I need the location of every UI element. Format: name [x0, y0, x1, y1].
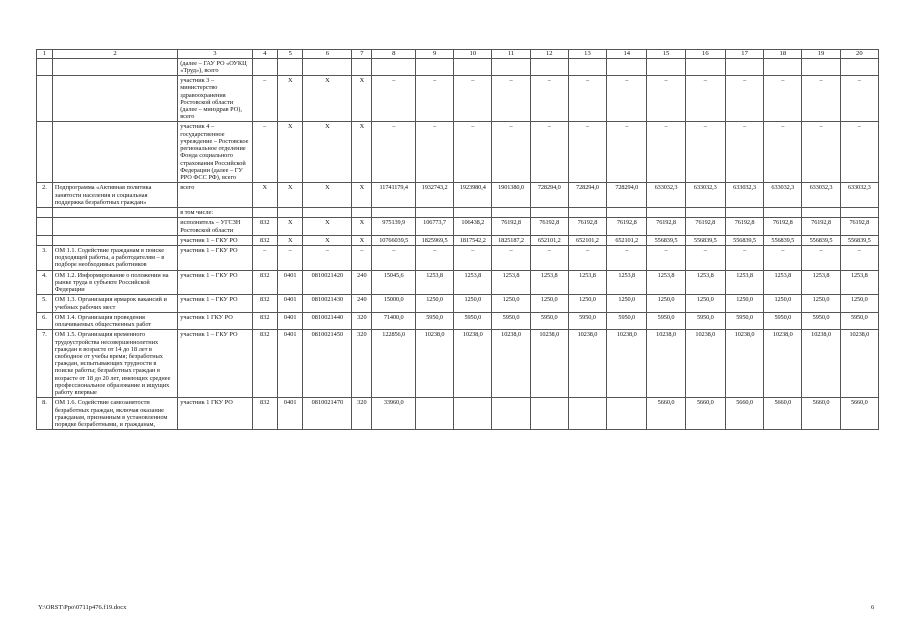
value-cell	[415, 58, 453, 75]
value-cell: 5660,0	[725, 398, 763, 430]
value-cell: –	[454, 122, 492, 183]
value-cell: 10238,0	[764, 330, 802, 398]
value-cell: 0401	[277, 330, 302, 398]
value-cell: 1932743,2	[415, 183, 453, 208]
row-number-cell	[37, 218, 53, 235]
value-cell: 5950,0	[685, 312, 725, 329]
row-number-cell: 4.	[37, 270, 53, 295]
value-cell: 0810021450	[303, 330, 352, 398]
value-cell: 5950,0	[568, 312, 606, 329]
value-cell	[303, 58, 352, 75]
value-cell: 10238,0	[725, 330, 763, 398]
value-cell: 832	[252, 295, 277, 312]
value-cell: 1250,0	[764, 295, 802, 312]
value-cell: 1253,8	[840, 270, 878, 295]
value-cell: 10766039,5	[372, 235, 416, 245]
program-name-cell	[52, 218, 177, 235]
value-cell: 633032,3	[802, 183, 840, 208]
value-cell: 0810021440	[303, 312, 352, 329]
row-number-cell: 2.	[37, 183, 53, 208]
value-cell: 5950,0	[764, 312, 802, 329]
table-row	[37, 270, 879, 295]
value-cell: 320	[352, 312, 372, 329]
column-number-cell: 10	[454, 50, 492, 59]
value-cell: –	[685, 76, 725, 122]
value-cell	[352, 58, 372, 75]
value-cell	[840, 58, 878, 75]
value-cell	[252, 58, 277, 75]
table-row	[37, 208, 879, 218]
value-cell: X	[303, 235, 352, 245]
executor-cell: участник 1 ГКУ РО	[178, 312, 252, 329]
value-cell: 556839,5	[764, 235, 802, 245]
value-cell: 106438,2	[454, 218, 492, 235]
value-cell: 5950,0	[454, 312, 492, 329]
value-cell: X	[352, 122, 372, 183]
value-cell: –	[840, 245, 878, 270]
value-cell: 1253,8	[802, 270, 840, 295]
value-cell	[725, 58, 763, 75]
value-cell: –	[252, 245, 277, 270]
value-cell	[530, 208, 568, 218]
value-cell: –	[415, 245, 453, 270]
value-cell: 556839,5	[647, 235, 685, 245]
value-cell	[607, 208, 647, 218]
value-cell	[372, 58, 416, 75]
value-cell: 633032,3	[764, 183, 802, 208]
executor-cell: участник 1 – ГКУ РО	[178, 245, 252, 270]
value-cell: 11741179,4	[372, 183, 416, 208]
value-cell: X	[303, 122, 352, 183]
program-name-cell	[52, 76, 177, 122]
value-cell	[802, 58, 840, 75]
program-name-cell: Подпрограмма «Активная политика занятости населения и социальная поддержка безработных граждан»	[52, 183, 177, 208]
value-cell: –	[802, 245, 840, 270]
value-cell: –	[415, 76, 453, 122]
executor-cell: исполнитель – УГСЗН Ростовской области	[178, 218, 252, 235]
value-cell: 975139,9	[372, 218, 416, 235]
table-row	[37, 312, 879, 329]
value-cell: 1250,0	[415, 295, 453, 312]
column-number-cell: 6	[303, 50, 352, 59]
value-cell: –	[415, 122, 453, 183]
program-name-cell	[52, 122, 177, 183]
value-cell	[725, 208, 763, 218]
value-cell: 240	[352, 295, 372, 312]
value-cell: X	[277, 235, 302, 245]
value-cell: –	[530, 122, 568, 183]
value-cell: –	[764, 122, 802, 183]
value-cell: 71400,0	[372, 312, 416, 329]
program-name-cell: ОМ 1.5. Организация временного трудоустройства несовершеннолетних граждан в возрасте от 14 до 18 лет в свободное от учебы время; безработных граждан, испытывающих трудности в поиске работы; безработных граждан в возрасте от 18 до 20 лет, имеющих среднее профессиональное образование и ищущих работу впервые	[52, 330, 177, 398]
value-cell: –	[352, 245, 372, 270]
value-cell: X	[303, 183, 352, 208]
value-cell: 1253,8	[415, 270, 453, 295]
program-name-cell: ОМ 1.6. Содействие самозанятости безработных граждан, включая оказание гражданам, признанным в установленном порядке безработными, и гражданам,	[52, 398, 177, 430]
row-number-cell	[37, 235, 53, 245]
value-cell	[415, 208, 453, 218]
executor-cell: участник 4 – государственное учреждение – Ростовское региональное отделение Фонда социального страхования Российской Федерации (далее – ГУ РРО ФСС РФ), всего	[178, 122, 252, 183]
row-number-cell	[37, 76, 53, 122]
value-cell: 76192,8	[802, 218, 840, 235]
value-cell	[252, 208, 277, 218]
value-cell: 1253,8	[685, 270, 725, 295]
value-cell: 5660,0	[802, 398, 840, 430]
value-cell	[607, 398, 647, 430]
value-cell: 5950,0	[802, 312, 840, 329]
value-cell: –	[607, 122, 647, 183]
value-cell	[764, 208, 802, 218]
value-cell: 1250,0	[802, 295, 840, 312]
value-cell: X	[352, 183, 372, 208]
value-cell: X	[277, 183, 302, 208]
value-cell: 10238,0	[492, 330, 530, 398]
value-cell: –	[607, 245, 647, 270]
value-cell: 0810021420	[303, 270, 352, 295]
value-cell: 15045,6	[372, 270, 416, 295]
value-cell	[647, 58, 685, 75]
value-cell: 556839,5	[840, 235, 878, 245]
value-cell	[372, 208, 416, 218]
value-cell: 76192,8	[530, 218, 568, 235]
executor-cell: участник 1 – ГКУ РО	[178, 235, 252, 245]
value-cell: –	[454, 245, 492, 270]
table-row	[37, 218, 879, 235]
value-cell: 5950,0	[415, 312, 453, 329]
value-cell: 10238,0	[647, 330, 685, 398]
value-cell: –	[647, 76, 685, 122]
value-cell: 633032,3	[647, 183, 685, 208]
value-cell	[454, 208, 492, 218]
value-cell	[530, 398, 568, 430]
value-cell	[568, 208, 606, 218]
column-number-cell: 8	[372, 50, 416, 59]
footer-page-number: 6	[871, 604, 875, 611]
value-cell: 5950,0	[492, 312, 530, 329]
value-cell: 76192,8	[568, 218, 606, 235]
value-cell: 10238,0	[568, 330, 606, 398]
value-cell: 10238,0	[607, 330, 647, 398]
column-number-cell: 1	[37, 50, 53, 59]
value-cell: 240	[352, 270, 372, 295]
row-number-cell	[37, 122, 53, 183]
value-cell: X	[303, 76, 352, 122]
column-number-cell: 9	[415, 50, 453, 59]
row-number-cell: 8.	[37, 398, 53, 430]
value-cell: 76192,8	[725, 218, 763, 235]
value-cell	[492, 208, 530, 218]
table-row	[37, 183, 879, 208]
value-cell: 0401	[277, 295, 302, 312]
column-number-cell: 3	[178, 50, 252, 59]
value-cell: 10238,0	[685, 330, 725, 398]
value-cell: 1253,8	[647, 270, 685, 295]
value-cell: –	[492, 76, 530, 122]
value-cell: 106773,7	[415, 218, 453, 235]
value-cell: X	[277, 122, 302, 183]
program-name-cell	[52, 235, 177, 245]
executor-cell: участник 1 – ГКУ РО	[178, 295, 252, 312]
value-cell: X	[277, 218, 302, 235]
column-number-cell: 19	[802, 50, 840, 59]
column-number-cell: 14	[607, 50, 647, 59]
value-cell	[568, 58, 606, 75]
program-name-cell: ОМ 1.4. Организация проведения оплачиваемых общественных работ	[52, 312, 177, 329]
value-cell	[415, 398, 453, 430]
value-cell	[685, 208, 725, 218]
value-cell	[685, 58, 725, 75]
column-number-cell: 7	[352, 50, 372, 59]
value-cell: 33960,0	[372, 398, 416, 430]
value-cell	[454, 58, 492, 75]
value-cell: 1901380,0	[492, 183, 530, 208]
executor-cell: участник 1 – ГКУ РО	[178, 270, 252, 295]
value-cell: –	[252, 122, 277, 183]
value-cell: 832	[252, 398, 277, 430]
value-cell: 0401	[277, 270, 302, 295]
value-cell: 76192,8	[647, 218, 685, 235]
value-cell: 633032,3	[725, 183, 763, 208]
table-row	[37, 295, 879, 312]
value-cell: –	[647, 245, 685, 270]
value-cell	[802, 208, 840, 218]
executor-cell: участник 1 – ГКУ РО	[178, 330, 252, 398]
executor-cell: всего	[178, 183, 252, 208]
value-cell: –	[685, 122, 725, 183]
table-row	[37, 58, 879, 75]
value-cell: 652101,2	[568, 235, 606, 245]
value-cell: 1250,0	[568, 295, 606, 312]
column-number-cell: 15	[647, 50, 685, 59]
value-cell: 5660,0	[840, 398, 878, 430]
value-cell	[352, 208, 372, 218]
value-cell: –	[277, 245, 302, 270]
value-cell: –	[840, 122, 878, 183]
table-row	[37, 398, 879, 430]
value-cell: X	[303, 218, 352, 235]
value-cell: 1825969,5	[415, 235, 453, 245]
value-cell: –	[607, 76, 647, 122]
executor-cell: участник 1 ГКУ РО	[178, 398, 252, 430]
row-number-cell	[37, 208, 53, 218]
value-cell: 10238,0	[454, 330, 492, 398]
value-cell: 1923980,4	[454, 183, 492, 208]
value-cell: 1250,0	[725, 295, 763, 312]
value-cell: 0810021470	[303, 398, 352, 430]
value-cell: 10238,0	[840, 330, 878, 398]
value-cell: 1250,0	[840, 295, 878, 312]
value-cell	[647, 208, 685, 218]
value-cell: –	[568, 122, 606, 183]
value-cell: 728294,0	[607, 183, 647, 208]
column-number-cell: 5	[277, 50, 302, 59]
value-cell: 728294,0	[568, 183, 606, 208]
table-row	[37, 122, 879, 183]
executor-cell: участник 3 – министерство здравоохранения Ростовской области (далее – минздрав РО), всего	[178, 76, 252, 122]
value-cell: 76192,8	[764, 218, 802, 235]
value-cell	[568, 398, 606, 430]
value-cell: –	[840, 76, 878, 122]
program-name-cell	[52, 208, 177, 218]
value-cell: 76192,8	[492, 218, 530, 235]
value-cell	[492, 58, 530, 75]
value-cell: 1825187,2	[492, 235, 530, 245]
footer-file-path: Y:\ORST\Ppo\0711p476.f19.docx	[38, 604, 127, 611]
column-number-cell: 18	[764, 50, 802, 59]
value-cell: –	[725, 245, 763, 270]
value-cell: 1250,0	[607, 295, 647, 312]
value-cell: X	[277, 76, 302, 122]
value-cell: 76192,8	[607, 218, 647, 235]
table-row	[37, 245, 879, 270]
value-cell: 556839,5	[725, 235, 763, 245]
value-cell: X	[352, 218, 372, 235]
value-cell: –	[802, 76, 840, 122]
value-cell: 728294,0	[530, 183, 568, 208]
value-cell: 10238,0	[415, 330, 453, 398]
value-cell	[530, 58, 568, 75]
value-cell: 832	[252, 312, 277, 329]
program-name-cell	[52, 58, 177, 75]
value-cell: 0401	[277, 312, 302, 329]
value-cell: 633032,3	[685, 183, 725, 208]
value-cell: 5950,0	[530, 312, 568, 329]
value-cell: 832	[252, 270, 277, 295]
value-cell: –	[725, 76, 763, 122]
value-cell: 1253,8	[492, 270, 530, 295]
value-cell: 10238,0	[802, 330, 840, 398]
value-cell: –	[530, 245, 568, 270]
value-cell: –	[802, 122, 840, 183]
column-number-cell: 2	[52, 50, 177, 59]
value-cell: 1250,0	[492, 295, 530, 312]
row-number-cell: 3.	[37, 245, 53, 270]
value-cell: 1253,8	[607, 270, 647, 295]
value-cell: 1817542,2	[454, 235, 492, 245]
value-cell: 76192,8	[685, 218, 725, 235]
value-cell: –	[725, 122, 763, 183]
value-cell: 0401	[277, 398, 302, 430]
value-cell: 1250,0	[685, 295, 725, 312]
value-cell: 1253,8	[764, 270, 802, 295]
column-number-cell: 11	[492, 50, 530, 59]
column-number-row	[37, 50, 879, 59]
program-name-cell: ОМ 1.1. Содействие гражданам в поиске подходящей работы, а работодателям – в подборе необходимых работников	[52, 245, 177, 270]
value-cell: 832	[252, 235, 277, 245]
value-cell	[840, 208, 878, 218]
value-cell: 1250,0	[454, 295, 492, 312]
value-cell: 1253,8	[725, 270, 763, 295]
value-cell	[454, 398, 492, 430]
executor-cell: в том числе:	[178, 208, 252, 218]
value-cell: –	[530, 76, 568, 122]
value-cell: 320	[352, 330, 372, 398]
value-cell: 5950,0	[607, 312, 647, 329]
value-cell: 5950,0	[647, 312, 685, 329]
row-number-cell: 7.	[37, 330, 53, 398]
value-cell: 10238,0	[530, 330, 568, 398]
value-cell: 556839,5	[802, 235, 840, 245]
value-cell: 5950,0	[840, 312, 878, 329]
program-name-cell: ОМ 1.3. Организация ярмарок вакансий и учебных рабочих мест	[52, 295, 177, 312]
value-cell: –	[303, 245, 352, 270]
table-row	[37, 235, 879, 245]
value-cell: 832	[252, 330, 277, 398]
program-name-cell: ОМ 1.2. Информирование о положении на рынке труда в субъекте Российской Федерации	[52, 270, 177, 295]
value-cell: –	[647, 122, 685, 183]
value-cell: –	[492, 245, 530, 270]
value-cell: –	[252, 76, 277, 122]
row-number-cell: 6.	[37, 312, 53, 329]
value-cell: 1253,8	[454, 270, 492, 295]
value-cell: –	[568, 245, 606, 270]
value-cell: 1250,0	[647, 295, 685, 312]
value-cell: 652101,2	[530, 235, 568, 245]
value-cell: X	[352, 235, 372, 245]
value-cell: 556839,5	[685, 235, 725, 245]
value-cell: 15000,0	[372, 295, 416, 312]
column-number-cell: 12	[530, 50, 568, 59]
value-cell	[303, 208, 352, 218]
value-cell: 122856,0	[372, 330, 416, 398]
value-cell	[277, 58, 302, 75]
column-number-cell: 4	[252, 50, 277, 59]
value-cell: 1253,8	[530, 270, 568, 295]
value-cell: X	[252, 183, 277, 208]
value-cell: 5660,0	[647, 398, 685, 430]
value-cell	[277, 208, 302, 218]
column-number-cell: 17	[725, 50, 763, 59]
row-number-cell	[37, 58, 53, 75]
value-cell: –	[764, 76, 802, 122]
value-cell: –	[685, 245, 725, 270]
value-cell: 1253,8	[568, 270, 606, 295]
value-cell: X	[352, 76, 372, 122]
table-body	[37, 50, 879, 430]
value-cell: 5660,0	[685, 398, 725, 430]
value-cell: 0810021430	[303, 295, 352, 312]
table-row	[37, 330, 879, 398]
executor-cell: (далее – ГАУ РО «ОУКЦ «Труд»), всего	[178, 58, 252, 75]
column-number-cell: 13	[568, 50, 606, 59]
value-cell: 652101,2	[607, 235, 647, 245]
value-cell	[492, 398, 530, 430]
value-cell	[607, 58, 647, 75]
value-cell	[764, 58, 802, 75]
value-cell: 5660,0	[764, 398, 802, 430]
value-cell: –	[492, 122, 530, 183]
value-cell: –	[372, 245, 416, 270]
value-cell: 320	[352, 398, 372, 430]
column-number-cell: 20	[840, 50, 878, 59]
value-cell: 832	[252, 218, 277, 235]
value-cell: –	[764, 245, 802, 270]
value-cell: 5950,0	[725, 312, 763, 329]
value-cell: 633032,3	[840, 183, 878, 208]
row-number-cell: 5.	[37, 295, 53, 312]
value-cell: 1250,0	[530, 295, 568, 312]
value-cell: –	[372, 122, 416, 183]
column-number-cell: 16	[685, 50, 725, 59]
table-row	[37, 76, 879, 122]
value-cell: –	[454, 76, 492, 122]
value-cell: –	[372, 76, 416, 122]
value-cell: –	[568, 76, 606, 122]
budget-table	[36, 49, 879, 430]
value-cell: 76192,8	[840, 218, 878, 235]
